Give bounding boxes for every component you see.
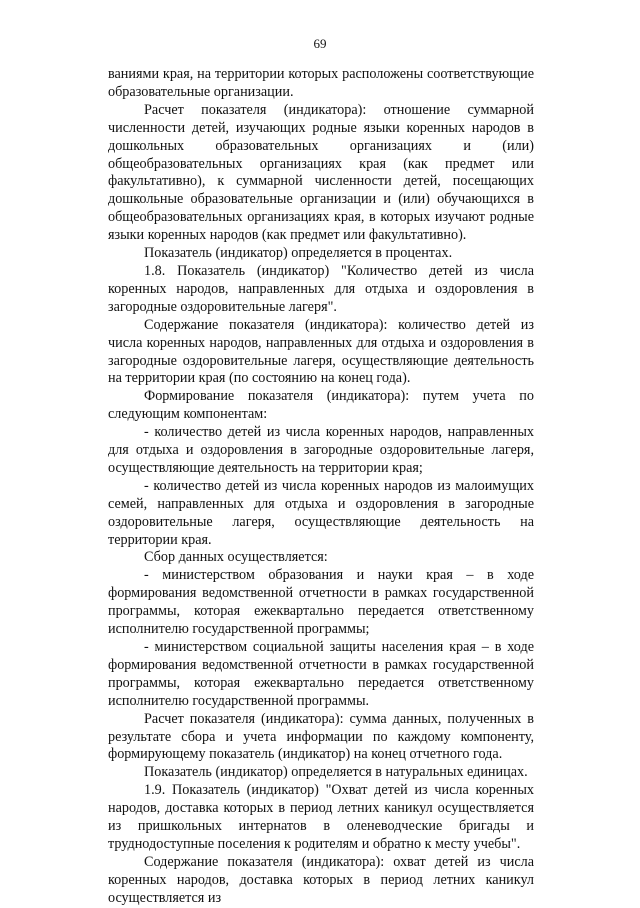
paragraph: Показатель (индикатор) определяется в процентах. xyxy=(144,245,453,262)
document-body xyxy=(108,66,534,908)
paragraph: Показатель (индикатор) определяется в натуральных единицах. xyxy=(144,764,528,781)
paragraph: Расчет показателя (индикатора): сумма данных, полученных в результате сбора и учета информации по каждому компоненту, формирующему показатель (индикатор) на конец отчетного года. xyxy=(108,710,534,763)
paragraph: - министерством образования и науки края – в ходе формирования ведомственной отчетности в рамках государственной программы, которая ежеквартально передается ответственному исполнителю государственной программы; xyxy=(108,567,534,638)
paragraph: - министерством социальной защиты населения края – в ходе формирования ведомственной отчетности в рамках государственной программы, которая ежеквартально передается ответственному исполнителю государственной программы. xyxy=(108,639,534,709)
paragraph: - количество детей из числа коренных народов, направленных для отдыха и оздоровления в загородные оздоровительные лагеря, осуществляющие деятельность на территории края; xyxy=(108,424,534,476)
paragraph: Расчет показателя (индикатора): отношение суммарной численности детей, изучающих родные языки коренных народов в дошкольных образовательных организациях и (или) общеобразовательных организациях края (как предмет или факультативно), к суммарной численности детей, посещающих дошкольные образовательные организации и (или) обучающихся в общеобразовательных организациях края, в которых изучают родные языки коренных народов (как предмет или факультативно). xyxy=(108,101,534,244)
paragraph: 1.9. Показатель (индикатор) "Охват детей из числа коренных народов, доставка которых в период летних каникул осуществляется из пришкольных интернатов в оленеводческие бригады и труднодоступные поселения к родителям и обратно к месту учебы". xyxy=(108,782,534,852)
paragraph: Сбор данных осуществляется: xyxy=(144,549,328,566)
paragraph: Формирование показателя (индикатора): путем учета по следующим компонентам: xyxy=(108,388,534,423)
paragraph: - количество детей из числа коренных народов из малоимущих семей, направленных для отдыха и оздоровления в загородные оздоровительные лагеря, осуществляющие деятельность на территории края. xyxy=(108,477,534,548)
paragraph: Содержание показателя (индикатора): охват детей из числа коренных народов, доставка которых в период летних каникул осуществляется из xyxy=(108,853,534,906)
paragraph: ваниями края, на территории которых расположены соответствующие образовательные организации. xyxy=(108,66,534,100)
paragraph: Содержание показателя (индикатора): количество детей из числа коренных народов, направленных для отдыха и оздоровления в загородные оздоровительные лагеря, осуществляющие деятельность на территории края (по состоянию на конец года). xyxy=(108,316,534,387)
paragraph: 1.8. Показатель (индикатор) "Количество детей из числа коренных народов, направленных для отдыха и оздоровления в загородные оздоровительные лагеря". xyxy=(108,262,534,315)
page-number: 69 xyxy=(313,36,327,51)
